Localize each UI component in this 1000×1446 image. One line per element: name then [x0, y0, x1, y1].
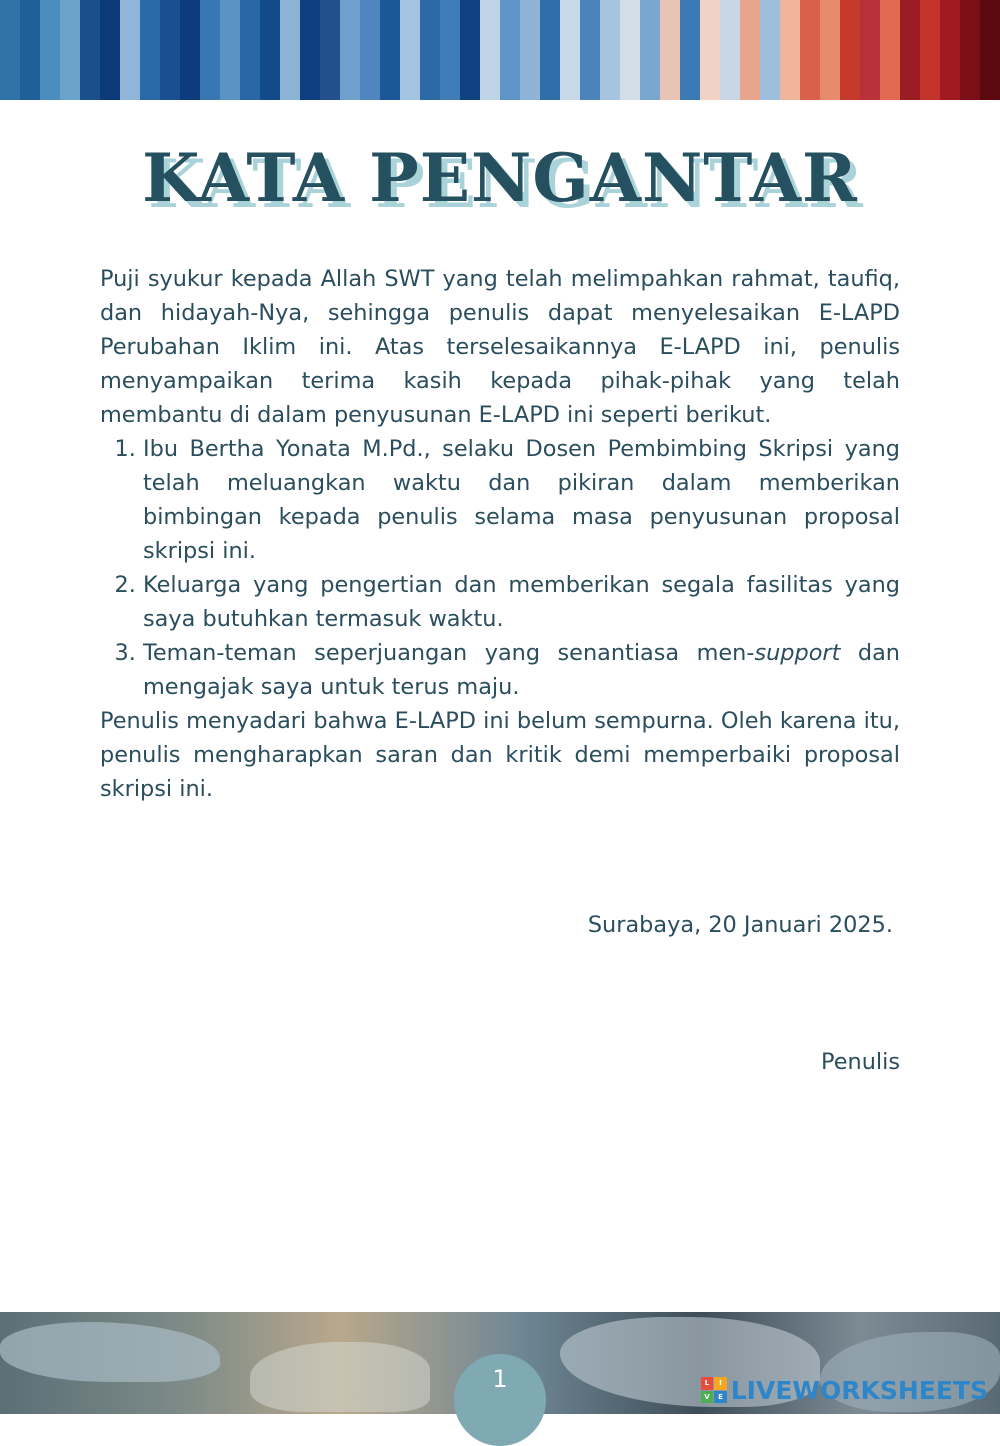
stripe	[980, 0, 1000, 100]
stripe	[620, 0, 640, 100]
liveworksheets-watermark	[701, 1374, 988, 1406]
stripe	[440, 0, 460, 100]
stripe	[940, 0, 960, 100]
stripe	[740, 0, 760, 100]
preface-body	[100, 262, 900, 806]
stripe	[480, 0, 500, 100]
stripe	[220, 0, 240, 100]
ice-shape	[0, 1322, 220, 1382]
stripe	[960, 0, 980, 100]
stripe	[140, 0, 160, 100]
signer-label: Penulis	[821, 1049, 900, 1075]
stripe	[380, 0, 400, 100]
logo-letter: V	[701, 1391, 714, 1404]
stripe	[200, 0, 220, 100]
stripe	[420, 0, 440, 100]
stripe	[80, 0, 100, 100]
logo-letter: I	[714, 1377, 727, 1390]
stripe	[260, 0, 280, 100]
support-word: support	[754, 640, 841, 666]
stripe	[360, 0, 380, 100]
stripe	[720, 0, 740, 100]
climate-stripes-banner	[0, 0, 1000, 100]
list-item-text: Teman-teman seperjuangan yang senantiasa men-	[143, 640, 755, 666]
page-title: KATA PENGANTAR	[142, 139, 858, 217]
stripe	[540, 0, 560, 100]
ice-shape	[250, 1342, 430, 1412]
stripe	[520, 0, 540, 100]
liveworksheets-logo-icon	[701, 1377, 727, 1403]
stripe	[100, 0, 120, 100]
stripe	[560, 0, 580, 100]
stripe	[60, 0, 80, 100]
stripe	[40, 0, 60, 100]
logo-letter: E	[714, 1391, 727, 1404]
stripe	[760, 0, 780, 100]
logo-letter: L	[701, 1377, 714, 1390]
stripe	[640, 0, 660, 100]
thanks-list	[100, 432, 900, 704]
stripe	[700, 0, 720, 100]
intro-paragraph: Puji syukur kepada Allah SWT yang telah melimpahkan rahmat, taufiq, dan hidayah-Nya, sehingga penulis dapat menyelesaikan E-LAPD Perubahan Iklim ini. Atas terselesaikannya E-LAPD ini, penulis menyampaikan terima kasih kepada pihak-pihak yang telah membantu di dalam penyusunan E-LAPD ini seperti berikut.	[100, 266, 900, 428]
stripe	[580, 0, 600, 100]
stripe	[300, 0, 320, 100]
closing-paragraph: Penulis menyadari bahwa E-LAPD ini belum sempurna. Oleh karena itu, penulis mengharapkan saran dan kritik demi memperbaiki proposal skripsi ini.	[100, 708, 900, 802]
stripe	[280, 0, 300, 100]
stripe	[400, 0, 420, 100]
stripe	[840, 0, 860, 100]
stripe	[680, 0, 700, 100]
stripe	[160, 0, 180, 100]
stripe	[500, 0, 520, 100]
stripe	[240, 0, 260, 100]
list-item: 2. Keluarga yang pengertian dan memberikan segala fasilitas yang saya butuhkan termasuk waktu.	[143, 568, 900, 636]
list-item: 1. Ibu Bertha Yonata M.Pd., selaku Dosen Pembimbing Skripsi yang telah meluangkan waktu dan pikiran dalam memberikan bimbingan kepada penulis selama masa penyusunan proposal skripsi ini.	[143, 432, 900, 568]
stripe	[780, 0, 800, 100]
page-number: 1	[454, 1354, 546, 1446]
stripe	[180, 0, 200, 100]
list-item-text: dan mengajak saya untuk terus maju.	[143, 640, 900, 700]
stripe	[0, 0, 20, 100]
stripe	[900, 0, 920, 100]
stripe	[340, 0, 360, 100]
stripe	[120, 0, 140, 100]
stripe	[800, 0, 820, 100]
stripe	[880, 0, 900, 100]
stripe	[460, 0, 480, 100]
place-date: Surabaya, 20 Januari 2025.	[587, 912, 893, 938]
stripe	[600, 0, 620, 100]
stripe	[320, 0, 340, 100]
stripe	[20, 0, 40, 100]
stripe	[820, 0, 840, 100]
stripe	[920, 0, 940, 100]
stripe	[860, 0, 880, 100]
stripe	[660, 0, 680, 100]
list-item	[143, 636, 900, 704]
watermark-text: LIVEWORKSHEETS	[730, 1375, 988, 1405]
